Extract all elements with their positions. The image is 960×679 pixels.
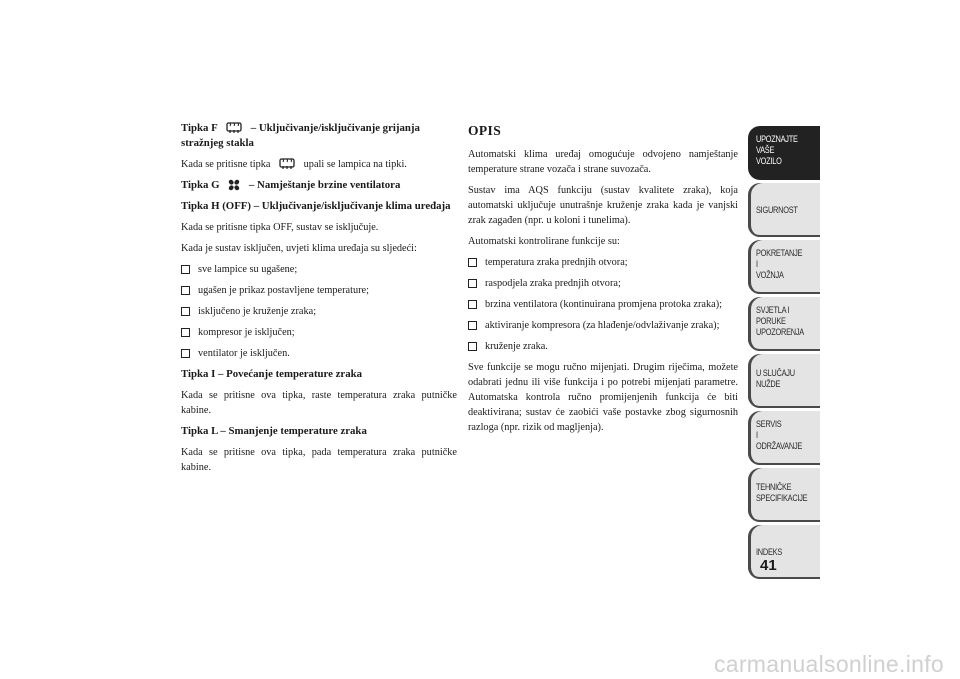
list-item-text: aktiviranje kompresora (za hlađenje/odvlaživanje zraka); — [485, 320, 720, 331]
f-heading-pre: Tipka F — [181, 122, 218, 134]
tab-sigurnost[interactable] — [748, 183, 820, 237]
h-text-1: Kada se pritisne tipka OFF, sustav se isključuje. — [181, 222, 379, 233]
f-heading-post: – Uključivanje/isključivanje grijanja stražnjeg stakla — [181, 122, 420, 149]
bullet-icon — [181, 349, 191, 358]
list-item — [468, 276, 738, 291]
list-item — [468, 255, 738, 270]
list-item — [181, 304, 457, 319]
list-item-text: isključeno je kruženje zraka; — [198, 306, 317, 317]
list-item — [181, 283, 457, 298]
g-heading-post: – Namještanje brzine ventilatora — [248, 179, 401, 191]
g-heading-pre: Tipka G — [181, 179, 220, 191]
list-item-text: ugašen je prikaz postavljene temperature; — [198, 285, 369, 296]
bullet-icon — [468, 300, 478, 309]
list-item-text: temperatura zraka prednjih otvora; — [485, 257, 628, 268]
tab-label: INDEKS — [756, 547, 783, 557]
tab-label: SVJETLA I PORUKE UPOZORENJA — [756, 305, 804, 337]
tab-upoznajte-vase-vozilo[interactable] — [748, 126, 820, 180]
bullet-icon — [181, 307, 191, 316]
list-item-text: ventilator je isključen. — [198, 348, 290, 359]
opis-p3: Automatski kontrolirane funkcije su: — [468, 236, 620, 247]
section-heading: OPIS — [468, 123, 502, 138]
f-text-post: upali se lampica na tipki. — [303, 159, 407, 170]
watermark: carmanualsonline.info — [713, 651, 944, 677]
section-tabs — [748, 126, 820, 582]
rear-defrost-icon — [226, 122, 242, 134]
bullet-icon — [468, 342, 478, 351]
list-item — [468, 339, 738, 354]
bullet-icon — [468, 321, 478, 330]
f-text-pre: Kada se pritisne tipka — [181, 159, 271, 170]
g-heading — [181, 178, 457, 193]
tab-label: U SLUČAJU NUŽDE — [756, 368, 795, 389]
l-heading: Tipka L – Smanjenje temperature zraka — [181, 425, 367, 437]
tab-svjetla-i-poruke[interactable] — [748, 297, 820, 351]
i-heading: Tipka I – Povećanje temperature zraka — [181, 368, 363, 380]
bullet-icon — [181, 328, 191, 337]
list-item — [468, 297, 738, 312]
opis-p1: Automatski klima uređaj omogućuje odvojeno namještanje temperature strane vozača i strane suvozača. — [468, 149, 738, 175]
list-item-text: kruženje zraka. — [485, 341, 548, 352]
bullet-icon — [468, 258, 478, 267]
tab-tehnicke-specifikacije[interactable] — [748, 468, 820, 522]
right-column — [468, 121, 738, 441]
tab-label: UPOZNAJTE VAŠE VOZILO — [756, 134, 798, 166]
list-item — [181, 325, 457, 340]
h-text-2: Kada je sustav isključen, uvjeti klima uređaja su sljedeći: — [181, 243, 417, 254]
list-item-text: raspodjela zraka prednjih otvora; — [485, 278, 621, 289]
f-heading — [181, 121, 457, 151]
fan-icon — [228, 179, 240, 191]
h-heading: Tipka H (OFF) – Uključivanje/isključivanje klima uređaja — [181, 200, 451, 212]
tab-label: SIGURNOST — [756, 205, 798, 215]
list-item — [181, 346, 457, 361]
tab-indeks[interactable] — [748, 525, 820, 579]
list-item — [181, 262, 457, 277]
list-item — [468, 318, 738, 333]
opis-p4: Sve funkcije se mogu ručno mijenjati. Drugim riječima, možete odabrati jednu ili više funkcija i po potrebi mijenjati parametre. Automatska kontrola ručno promijenjenih funkcija će biti deaktivirana; sustav će zaobići vaše postavke zbog sigurnosnih razloga (npr. rizik od magljenja). — [468, 362, 738, 433]
bullet-icon — [181, 286, 191, 295]
page-number: 41 — [760, 557, 777, 574]
tab-label: POKRETANJE I VOŽNJA — [756, 248, 803, 280]
opis-p2: Sustav ima AQS funkciju (sustav kvalitete zraka), koja automatski uključuje unutrašnje kruženje zraka kada je vanjski zrak zagađen (npr. u koloni i tunelima). — [468, 185, 738, 226]
bullet-icon — [468, 279, 478, 288]
auto-functions-list — [468, 255, 738, 354]
l-text: Kada se pritisne ova tipka, pada temperatura zraka putničke kabine. — [181, 447, 457, 473]
tab-label: TEHNIČKE SPECIFIKACIJE — [756, 482, 808, 503]
tab-pokretanje-i-voznja[interactable] — [748, 240, 820, 294]
i-text: Kada se pritisne ova tipka, raste temperatura zraka putničke kabine. — [181, 390, 457, 416]
left-column — [181, 121, 457, 481]
tab-label: SERVIS I ODRŽAVANJE — [756, 419, 803, 451]
tab-servis-i-odrzavanje[interactable] — [748, 411, 820, 465]
rear-defrost-icon-inline — [279, 158, 295, 170]
list-item-text: brzina ventilatora (kontinuirana promjena protoka zraka); — [485, 299, 723, 310]
list-item-text: kompresor je isključen; — [198, 327, 295, 338]
tab-u-slucaju-nuzde[interactable] — [748, 354, 820, 408]
f-text — [181, 157, 457, 172]
list-item-text: sve lampice su ugašene; — [198, 264, 298, 275]
h-list — [181, 262, 457, 361]
bullet-icon — [181, 265, 191, 274]
